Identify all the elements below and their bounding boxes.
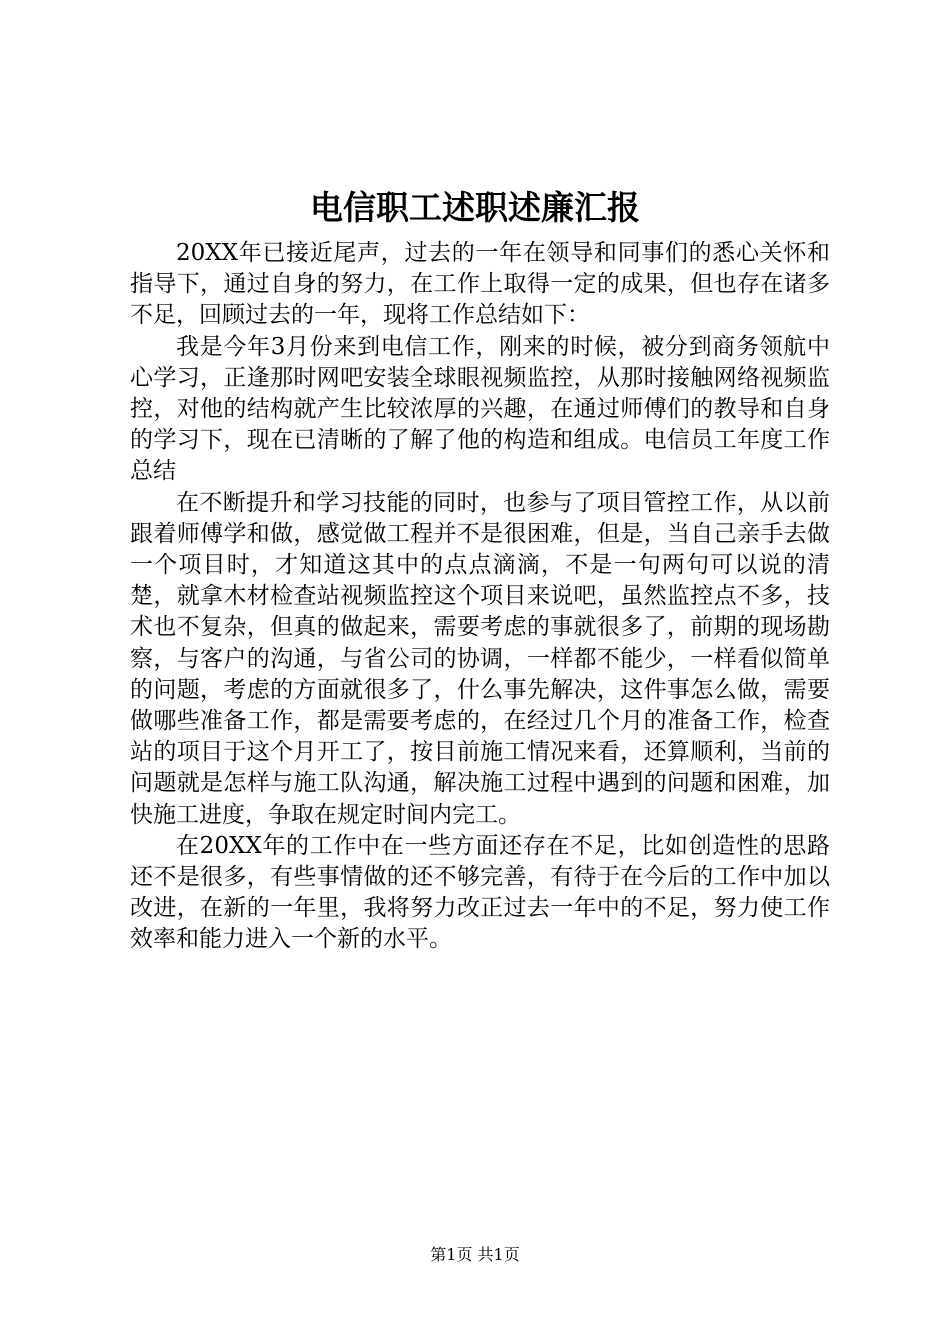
page-number-footer: 第1页 共1页 <box>430 1245 520 1264</box>
paragraph-intro: 20XX年已接近尾声，过去的一年在领导和同事们的悉心关怀和指导下，通过自身的努力，在工作上取得一定的成果，但也存在诸多不足，回顾过去的一年，现将工作总结如下： <box>130 240 830 329</box>
paragraph-project: 在不断提升和学习技能的同时，也参与了项目管控工作，从以前跟着师傅学和做，感觉做工程并不是很困难，但是，当自己亲手去做一个项目时，才知道这其中的点点滴滴，不是一句两句可以说的清楚，就拿木材检查站视频监控这个项目来说吧，虽然监控点不多，技术也不复杂，但真的做起来，需要考虑的事就很多了，前期的现场勘察，与客户的沟通，与省公司的协调，一样都不能少，一样看似简单的问题，考虑的方面就很多了，什么事先解决，这件事怎么做，需要做哪些准备工作，都是需要考虑的，在经过几个月的准备工作，检查站的项目于这个月开工了，按目前施工情况来看，还算顺利，当前的问题就是怎样与施工队沟通，解决施工过程中遇到的问题和困难，加快施工进度，争取在规定时间内完工。 <box>130 489 830 828</box>
paragraph-learning: 我是今年3月份来到电信工作，刚来的时候，被分到商务领航中心学习，正逢那时网吧安装全球眼视频监控，从那时接触网络视频监控，对他的结构就产生比较浓厚的兴趣，在通过师傅们的教导和自身的学习下，现在已清晰的了解了他的构造和组成。电信员工年度工作总结 <box>130 333 830 485</box>
document-title: 电信职工述职述廉汇报 <box>310 188 640 227</box>
document-body <box>130 238 830 956</box>
paragraph-shortcomings: 在20XX年的工作中在一些方面还存在不足，比如创造性的思路还不是很多，有些事情做的还不够完善，有待于在今后的工作中加以改进，在新的一年里，我将努力改正过去一年中的不足，努力使工作效率和能力进入一个新的水平。 <box>130 832 830 953</box>
